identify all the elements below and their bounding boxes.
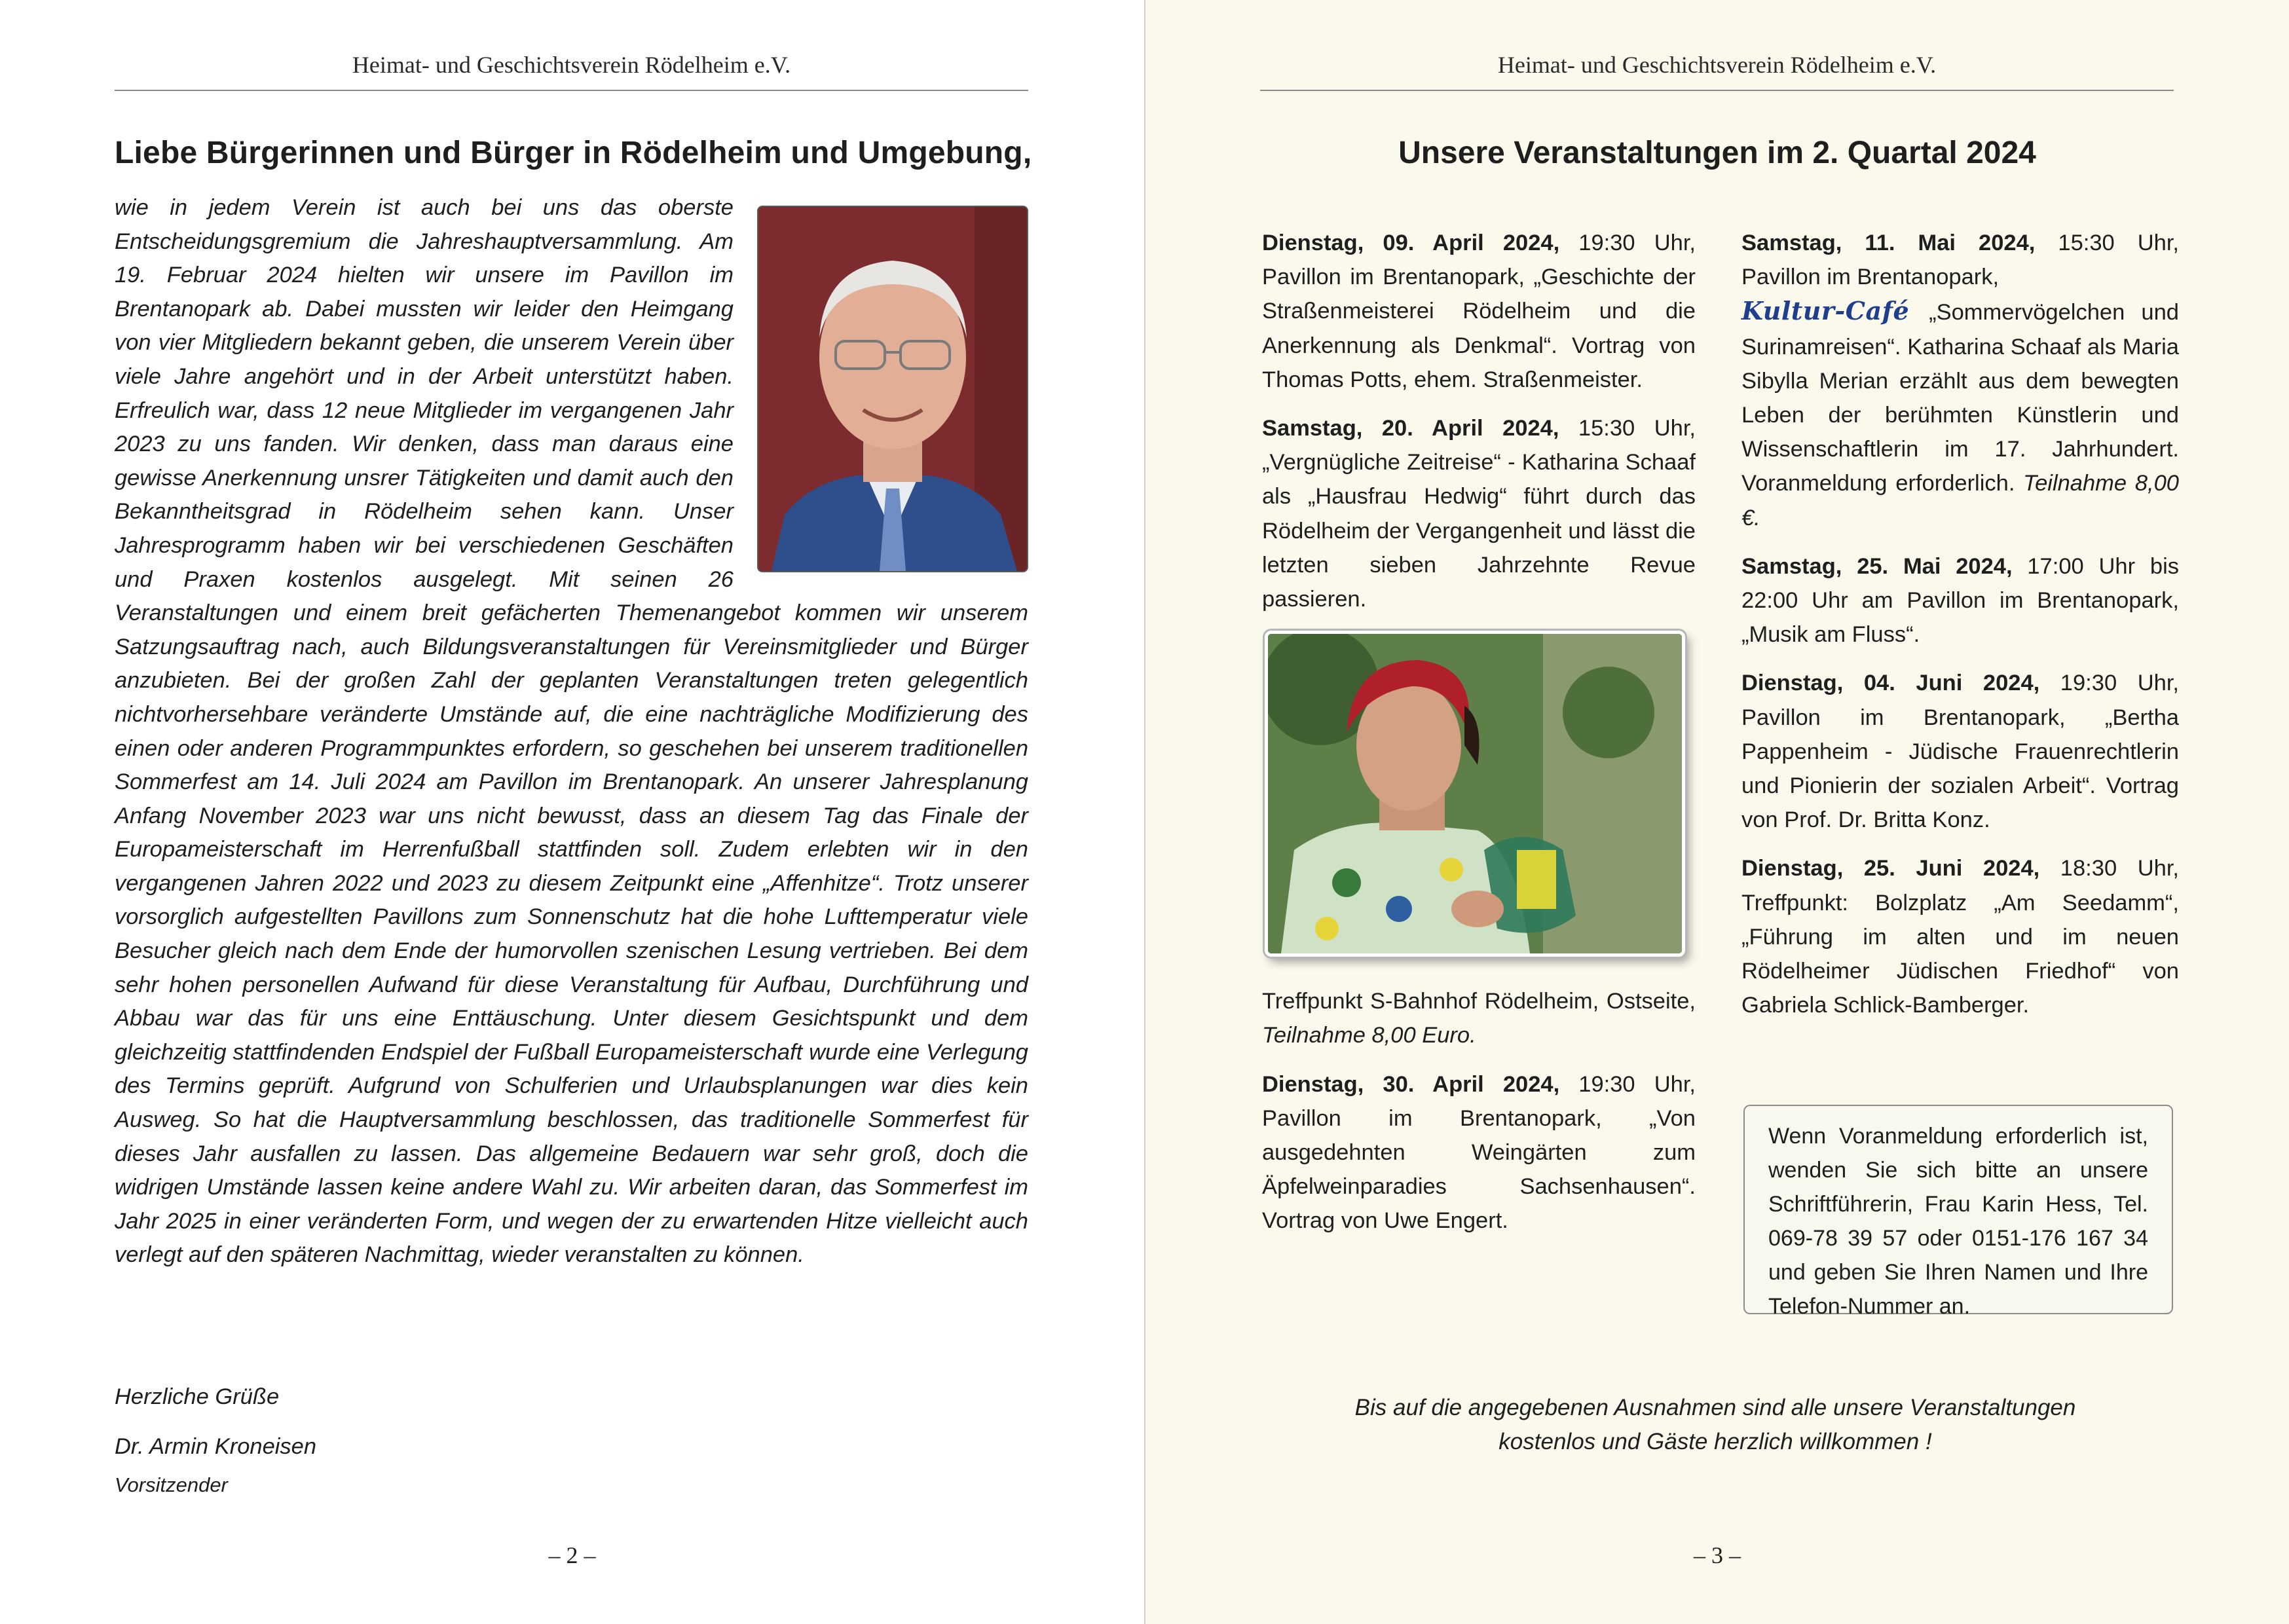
greeting: Herzliche Grüße (115, 1384, 280, 1409)
event-date: Samstag, 20. April 2024, (1262, 416, 1559, 441)
event-photo (1265, 631, 1685, 957)
event-jun-25 (1741, 851, 2179, 1022)
footer-line: Bis auf die angegebenen Ausnahmen sind alle unsere Veranstaltungen (1354, 1395, 2076, 1420)
registration-note: Wenn Voranmeldung erforderlich ist, wenden Sie sich bitte an unsere Schriftführerin, Frau Karin Hess, Tel. 069-78 39 57 oder 0151-176 167 34 und geben Sie Ihren Namen und Ihre Telefon-Nummer an. (1743, 1105, 2173, 1314)
event-fee: Teilnahme 8,00 €. (1741, 471, 2179, 530)
event-apr-30 (1262, 1067, 1696, 1238)
event-meeting-point (1262, 984, 1696, 1052)
event-text: 17:00 Uhr bis 22:00 Uhr am Pavillon im Brentanopark, „Musik am Fluss“. (1741, 553, 2179, 648)
event-text: 19:30 Uhr, Pavillon im Brentanopark, „Bertha Pappenheim - Jüdische Frauenrechtlerin und Pionierin der sozialen Arbeit“. Vortrag von Prof. Dr. Britta Konz. (1741, 671, 2179, 833)
event-apr-09 (1262, 226, 1696, 397)
event-jun-04 (1741, 666, 2179, 837)
event-text: 19:30 Uhr, Pavillon im Brentanopark, „Geschichte der Straßenmeisterei Rödelheim und die Anerkennung als Denkmal“. Vortrag von Thomas Potts, ehem. Straßenmeister. (1262, 231, 1696, 392)
letter-title: Liebe Bürgerinnen und Bürger in Rödelheim und Umgebung, (115, 136, 1032, 170)
event-text: 19:30 Uhr, Pavillon im Brentanopark, „Von ausgedehnten Weingärten zum Äpfelweinparadies Sachsenhausen“. Vortrag von Uwe Engert. (1262, 1071, 1696, 1234)
events-title: Unsere Veranstaltungen im 2. Quartal 2024 (1398, 136, 2036, 170)
kultur-cafe-logo: Kultur-Café (1741, 296, 1910, 326)
right-page (1144, 0, 2289, 1624)
event-date: Dienstag, 30. April 2024, (1262, 1071, 1560, 1097)
footer-line: kostenlos und Gäste herzlich willkommen ! (1498, 1429, 1932, 1454)
chairman-portrait (757, 206, 1028, 572)
event-text: 18:30 Uhr, Treffpunkt: Bolzplatz „Am Seedamm“, „Führung im alten und im neuen Rödelheimer Jüdischen Friedhof“ von Gabriela Schlick-Bamberger. (1741, 856, 2179, 1018)
event-text: 15:30 Uhr, Pavillon im Brentanopark, (1741, 231, 2179, 290)
page-number-right: – 3 – (1694, 1542, 1741, 1568)
event-date: Dienstag, 25. Juni 2024, (1741, 856, 2040, 881)
header-rule (115, 90, 1028, 91)
event-date: Samstag, 25. Mai 2024, (1741, 553, 2013, 579)
left-page (0, 0, 1144, 1624)
signer-name: Dr. Armin Kroneisen (115, 1434, 317, 1459)
event-date: Dienstag, 04. Juni 2024, (1741, 671, 2040, 696)
event-may-25 (1741, 549, 2179, 652)
running-head: Heimat- und Geschichtsverein Rödelheim e.V. (352, 52, 791, 78)
signer-role: Vorsitzender (115, 1473, 228, 1496)
event-date: Dienstag, 09. April 2024, (1262, 231, 1560, 255)
events-column-right (1741, 226, 2179, 1037)
page-number-left: – 2 – (548, 1542, 596, 1568)
event-apr-20 (1262, 411, 1696, 616)
event-may-11 (1741, 226, 2179, 535)
footer-note (1257, 1391, 2174, 1459)
event-text: „Sommervögelchen und Surinamreisen“. Katharina Schaaf als Maria Sibylla Merian erzählt aus dem bewegten Leben der berühmten Künstlerin und Wissenschaftlerin im 17. Jahrhundert. Voranmeldung erforderlich. (1741, 300, 2179, 496)
header-rule (1260, 90, 2174, 91)
letter-body (115, 191, 1028, 1272)
running-head: Heimat- und Geschichtsverein Rödelheim e.V. (1497, 52, 1937, 78)
event-date: Samstag, 11. Mai 2024, (1741, 231, 2036, 255)
letter-text: wie in jedem Verein ist auch bei uns das oberste Entscheidungsgremium die Jahreshauptversammlung. Am 19. Februar 2024 hielten wir unsere im Pavillon im Brentanopark ab. Dabei mussten wir leider den Heimgang von vier Mitgliedern bekannt geben, die unserem Verein über viele Jahre angehört und in der Arbeit unterstützt haben. Erfreulich war, dass 12 neue Mitglieder im vergangenen Jahr 2023 zu uns fanden. Wir denken, dass man daraus eine gewisse Anerkennung unsrer Tätigkeiten und damit auch den Bekanntheitsgrad in Rödelheim sehen kann. Unser Jahresprogramm haben wir bei verschiedenen Geschäften und Praxen kostenlos ausgelegt. Mit seinen 26 Veranstaltungen und einem breit gefächerten Themenangebot kommen wir unserem Satzungsauftrag nach, auch Bildungsveranstaltungen für Vereinsmitglieder und Bürger anzubieten. Bei der großen Zahl der geplanten Veranstaltungen treten gelegentlich nichtvorhersehbare veränderte Umstände auf, die eine nachträgliche Modifizierung des einen oder anderen Programmpunktes erfordern, so geschehen bei unserem traditionellen Sommerfest am 14. Juli 2024 am Pavillon im Brentanopark. An unserer Jahresplanung Anfang November 2023 war uns nicht bewusst, dass an diesem Tag das Finale der Europameisterschaft im Herrenfußball stattfinden soll. Zudem erlebten wir in den vergangenen Jahren 2022 und 2023 zu diesem Zeitpunkt eine „Affenhitze“. Trotz unserer vorsorglich aufgestellten Pavillons zum Sonnenschutz hat die hohe Lufttemperatur viele Besucher gleich nach dem Ende der humorvollen szenischen Lesung vertrieben. Bei dem sehr hohen personellen Aufwand für diese Veranstaltung für Aufbau, Durchführung und Abbau war das für uns eine Enttäuschung. Unter diesem Gesichtspunkt und dem gleichzeitig stattfindenden Endspiel der Fußball Europameisterschaft wurde eine Verlegung des Termins geprüft. Aufgrund von Schulferien und Urlaubsplanungen war dies kein Ausweg. So hat die Hauptversammlung beschlossen, das traditionelle Sommerfest für dieses Jahr ausfallen zu lassen. Das allgemeine Bedauern war sehr groß, doch die widrigen Umstände lassen keine andere Wahl zu. Wir arbeiten daran, das Sommerfest im Jahr 2025 in einer veränderten Form, und wegen der zu erwartenden Hitze vielleicht auch verlegt auf den späteren Nachmittag, wieder veranstalten zu können. (115, 195, 1028, 1268)
events-column-left (1262, 226, 1696, 1253)
meeting-point: Treffpunkt S-Bahnhof Rödelheim, Ostseite, (1262, 989, 1696, 1014)
meeting-fee: Teilnahme 8,00 Euro. (1262, 1023, 1476, 1048)
event-text: 15:30 Uhr, „Vergnügliche Zeitreise“ - Katharina Schaaf als „Hausfrau Hedwig“ führt durch das Rödelheim der Vergangenheit und lässt die letzten sieben Jahrzehnte Revue passieren. (1262, 416, 1696, 612)
